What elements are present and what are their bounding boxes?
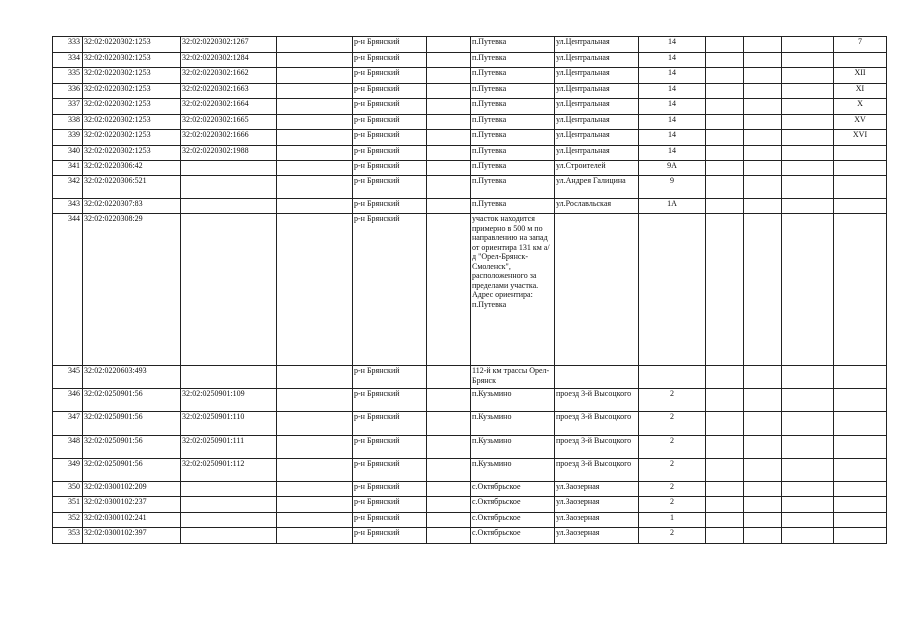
cell-locality: участок находится примерно в 500 м по направлению на запад от ориентира 131 км а/д "Орел-Брянск-Смоленск", расположенного за пределами участка. Адрес ориентира: п.Путевка (471, 214, 555, 366)
cell-blank2 (427, 436, 471, 459)
cell-note (834, 389, 887, 412)
cell-locality: п.Путевка (471, 115, 555, 130)
cell-blank2 (427, 130, 471, 146)
cell-street: ул.Центральная (555, 115, 639, 130)
cell-house: 2 (639, 412, 706, 436)
table-row (53, 513, 887, 528)
cell-house: 14 (639, 68, 706, 84)
cell-c12 (782, 146, 834, 161)
cell-blank (277, 459, 353, 482)
cell-blank (277, 214, 353, 366)
cell-n: 352 (53, 513, 83, 528)
cell-cad: 32:02:0220307:83 (83, 199, 181, 214)
cell-n: 333 (53, 37, 83, 53)
cell-locality: п.Путевка (471, 176, 555, 199)
cell-sub: 32:02:0220302:1662 (181, 68, 277, 84)
cell-blank2 (427, 412, 471, 436)
cell-cad: 32:02:0220308:29 (83, 214, 181, 366)
cell-c11 (744, 199, 782, 214)
cell-street (555, 214, 639, 366)
cell-blank (277, 513, 353, 528)
cell-house: 9 (639, 176, 706, 199)
cell-c11 (744, 146, 782, 161)
cell-c11 (744, 528, 782, 544)
cell-c10 (706, 412, 744, 436)
cell-blank (277, 130, 353, 146)
table-row (53, 389, 887, 412)
cell-district: р-н Брянский (353, 497, 427, 513)
cell-cad: 32:02:0220302:1253 (83, 146, 181, 161)
cell-c12 (782, 436, 834, 459)
cell-blank (277, 436, 353, 459)
cell-cad: 32:02:0250901:56 (83, 389, 181, 412)
cell-house: 2 (639, 497, 706, 513)
cell-note (834, 199, 887, 214)
cell-cad: 32:02:0250901:56 (83, 436, 181, 459)
cell-c10 (706, 68, 744, 84)
cell-district: р-н Брянский (353, 436, 427, 459)
cell-district: р-н Брянский (353, 389, 427, 412)
cell-c10 (706, 214, 744, 366)
cell-locality: п.Кузьмино (471, 412, 555, 436)
cell-district: р-н Брянский (353, 459, 427, 482)
cell-house: 14 (639, 115, 706, 130)
cell-locality: п.Кузьмино (471, 436, 555, 459)
cell-note: 7 (834, 37, 887, 53)
cell-sub (181, 366, 277, 389)
cell-street: ул.Заозерная (555, 482, 639, 497)
cell-house (639, 214, 706, 366)
cell-c11 (744, 53, 782, 68)
cell-locality: п.Путевка (471, 37, 555, 53)
table-row (53, 459, 887, 482)
cell-n: 351 (53, 497, 83, 513)
cell-c12 (782, 68, 834, 84)
cell-blank (277, 482, 353, 497)
cell-c11 (744, 37, 782, 53)
cell-district: р-н Брянский (353, 161, 427, 176)
cell-c12 (782, 84, 834, 99)
registry-table (52, 36, 887, 544)
cell-sub (181, 528, 277, 544)
cell-house: 2 (639, 528, 706, 544)
cell-c11 (744, 84, 782, 99)
cell-blank2 (427, 513, 471, 528)
cell-blank2 (427, 497, 471, 513)
cell-c10 (706, 389, 744, 412)
cell-district: р-н Брянский (353, 412, 427, 436)
table-row (53, 130, 887, 146)
cell-cad: 32:02:0300102:397 (83, 528, 181, 544)
cell-note (834, 513, 887, 528)
cell-street: проезд 3-й Высоцкого (555, 389, 639, 412)
cell-street: ул.Заозерная (555, 513, 639, 528)
cell-locality: п.Путевка (471, 53, 555, 68)
cell-street: ул.Строителей (555, 161, 639, 176)
cell-note (834, 459, 887, 482)
cell-c10 (706, 130, 744, 146)
cell-house: 14 (639, 53, 706, 68)
cell-locality: п.Путевка (471, 161, 555, 176)
cell-blank2 (427, 53, 471, 68)
cell-blank (277, 99, 353, 115)
table-row (53, 412, 887, 436)
cell-sub: 32:02:0220302:1664 (181, 99, 277, 115)
cell-house: 14 (639, 146, 706, 161)
cell-district: р-н Брянский (353, 214, 427, 366)
cell-c10 (706, 99, 744, 115)
cell-blank (277, 37, 353, 53)
cell-locality: п.Путевка (471, 146, 555, 161)
cell-c11 (744, 389, 782, 412)
cell-c10 (706, 53, 744, 68)
cell-c10 (706, 146, 744, 161)
table-row (53, 37, 887, 53)
cell-c11 (744, 436, 782, 459)
cell-street: ул.Андрея Галицина (555, 176, 639, 199)
cell-c11 (744, 482, 782, 497)
cell-house: 2 (639, 482, 706, 497)
cell-c12 (782, 482, 834, 497)
cell-sub (181, 199, 277, 214)
cell-blank2 (427, 214, 471, 366)
cell-sub (181, 161, 277, 176)
cell-c10 (706, 436, 744, 459)
cell-c12 (782, 176, 834, 199)
cell-sub (181, 214, 277, 366)
cell-cad: 32:02:0300102:209 (83, 482, 181, 497)
cell-blank2 (427, 146, 471, 161)
table-row (53, 366, 887, 389)
cell-c10 (706, 161, 744, 176)
cell-blank (277, 528, 353, 544)
cell-c12 (782, 497, 834, 513)
cell-c11 (744, 99, 782, 115)
cell-cad: 32:02:0220302:1253 (83, 37, 181, 53)
cell-cad: 32:02:0220302:1253 (83, 130, 181, 146)
cell-blank2 (427, 84, 471, 99)
cell-house: 2 (639, 436, 706, 459)
cell-n: 340 (53, 146, 83, 161)
cell-locality: с.Октябрьское (471, 482, 555, 497)
cell-cad: 32:02:0300102:241 (83, 513, 181, 528)
cell-locality: с.Октябрьское (471, 513, 555, 528)
cell-n: 342 (53, 176, 83, 199)
cell-locality: п.Путевка (471, 199, 555, 214)
cell-sub: 32:02:0250901:110 (181, 412, 277, 436)
cell-c11 (744, 513, 782, 528)
cell-house: 14 (639, 37, 706, 53)
cell-c10 (706, 176, 744, 199)
cell-locality: п.Путевка (471, 68, 555, 84)
cell-cad: 32:02:0250901:56 (83, 459, 181, 482)
cell-c10 (706, 497, 744, 513)
cell-district: р-н Брянский (353, 482, 427, 497)
cell-n: 338 (53, 115, 83, 130)
cell-locality: п.Путевка (471, 84, 555, 99)
cell-sub: 32:02:0220302:1267 (181, 37, 277, 53)
cell-c10 (706, 513, 744, 528)
cell-n: 350 (53, 482, 83, 497)
cell-blank2 (427, 37, 471, 53)
cell-cad: 32:02:0220306:521 (83, 176, 181, 199)
cell-note (834, 436, 887, 459)
table-row (53, 436, 887, 459)
cell-blank2 (427, 161, 471, 176)
cell-sub (181, 513, 277, 528)
cell-c11 (744, 497, 782, 513)
table-row (53, 199, 887, 214)
cell-district: р-н Брянский (353, 513, 427, 528)
cell-district: р-н Брянский (353, 176, 427, 199)
cell-locality: 112-й км трассы Орел-Брянск (471, 366, 555, 389)
cell-c12 (782, 528, 834, 544)
table-row (53, 161, 887, 176)
cell-blank (277, 161, 353, 176)
cell-blank (277, 412, 353, 436)
cell-blank (277, 115, 353, 130)
cell-blank2 (427, 68, 471, 84)
cell-c11 (744, 459, 782, 482)
cell-locality: с.Октябрьское (471, 528, 555, 544)
cell-n: 345 (53, 366, 83, 389)
cell-street (555, 366, 639, 389)
cell-c10 (706, 482, 744, 497)
cell-n: 339 (53, 130, 83, 146)
cell-house: 2 (639, 389, 706, 412)
cell-note (834, 146, 887, 161)
cell-street: ул.Заозерная (555, 528, 639, 544)
cell-cad: 32:02:0220302:1253 (83, 115, 181, 130)
cell-note (834, 53, 887, 68)
cell-note (834, 161, 887, 176)
cell-district: р-н Брянский (353, 115, 427, 130)
cell-c12 (782, 459, 834, 482)
cell-blank2 (427, 459, 471, 482)
cell-n: 344 (53, 214, 83, 366)
cell-c12 (782, 130, 834, 146)
cell-note (834, 497, 887, 513)
cell-c12 (782, 37, 834, 53)
cell-sub (181, 482, 277, 497)
cell-street: ул.Центральная (555, 53, 639, 68)
cell-street: ул.Центральная (555, 146, 639, 161)
cell-district: р-н Брянский (353, 84, 427, 99)
cell-district: р-н Брянский (353, 146, 427, 161)
cell-street: ул.Центральная (555, 99, 639, 115)
cell-c11 (744, 115, 782, 130)
cell-c12 (782, 389, 834, 412)
cell-sub: 32:02:0220302:1284 (181, 53, 277, 68)
cell-c10 (706, 528, 744, 544)
cell-district: р-н Брянский (353, 99, 427, 115)
table-row (53, 115, 887, 130)
cell-c11 (744, 214, 782, 366)
cell-district: р-н Брянский (353, 366, 427, 389)
cell-note: XV (834, 115, 887, 130)
cell-house: 14 (639, 130, 706, 146)
cell-locality: п.Кузьмино (471, 459, 555, 482)
cell-house: 9А (639, 161, 706, 176)
cell-blank2 (427, 99, 471, 115)
cell-blank (277, 199, 353, 214)
cell-sub: 32:02:0250901:109 (181, 389, 277, 412)
table-body (53, 37, 887, 544)
cell-n: 337 (53, 99, 83, 115)
cell-n: 349 (53, 459, 83, 482)
cell-sub (181, 497, 277, 513)
cell-note (834, 482, 887, 497)
cell-street: ул.Заозерная (555, 497, 639, 513)
cell-district: р-н Брянский (353, 199, 427, 214)
cell-blank (277, 366, 353, 389)
cell-sub: 32:02:0220302:1665 (181, 115, 277, 130)
cell-n: 335 (53, 68, 83, 84)
table-row (53, 497, 887, 513)
cell-c11 (744, 366, 782, 389)
cell-street: ул.Рославльская (555, 199, 639, 214)
cell-c12 (782, 115, 834, 130)
cell-note: X (834, 99, 887, 115)
table-row (53, 176, 887, 199)
cell-note: XVI (834, 130, 887, 146)
cell-c10 (706, 115, 744, 130)
cell-blank2 (427, 482, 471, 497)
table-row (53, 214, 887, 366)
cell-house: 14 (639, 84, 706, 99)
cell-c12 (782, 53, 834, 68)
cell-c11 (744, 130, 782, 146)
cell-cad: 32:02:0220306:42 (83, 161, 181, 176)
cell-c10 (706, 84, 744, 99)
cell-district: р-н Брянский (353, 130, 427, 146)
cell-note (834, 176, 887, 199)
cell-note (834, 366, 887, 389)
cell-street: ул.Центральная (555, 68, 639, 84)
cell-c12 (782, 99, 834, 115)
cell-sub: 32:02:0220302:1988 (181, 146, 277, 161)
cell-n: 347 (53, 412, 83, 436)
cell-blank (277, 53, 353, 68)
cell-note (834, 412, 887, 436)
cell-blank (277, 146, 353, 161)
cell-c11 (744, 161, 782, 176)
cell-n: 336 (53, 84, 83, 99)
cell-note: XII (834, 68, 887, 84)
cell-cad: 32:02:0220302:1253 (83, 53, 181, 68)
cell-street: проезд 3-й Высоцкого (555, 436, 639, 459)
cell-c11 (744, 68, 782, 84)
cell-cad: 32:02:0220302:1253 (83, 99, 181, 115)
cell-district: р-н Брянский (353, 53, 427, 68)
cell-note: XI (834, 84, 887, 99)
cell-cad: 32:02:0220603:493 (83, 366, 181, 389)
cell-n: 343 (53, 199, 83, 214)
cell-house: 1 (639, 513, 706, 528)
cell-note (834, 214, 887, 366)
cell-sub: 32:02:0220302:1666 (181, 130, 277, 146)
cell-blank (277, 389, 353, 412)
table-row (53, 68, 887, 84)
cell-c10 (706, 199, 744, 214)
cell-cad: 32:02:0220302:1253 (83, 68, 181, 84)
cell-blank2 (427, 366, 471, 389)
cell-district: р-н Брянский (353, 528, 427, 544)
table-row (53, 482, 887, 497)
cell-house: 2 (639, 459, 706, 482)
cell-locality: п.Путевка (471, 130, 555, 146)
cell-locality: п.Путевка (471, 99, 555, 115)
table-row (53, 99, 887, 115)
cell-house: 14 (639, 99, 706, 115)
cell-n: 341 (53, 161, 83, 176)
cell-house: 1А (639, 199, 706, 214)
cell-street: ул.Центральная (555, 84, 639, 99)
cell-c12 (782, 412, 834, 436)
cell-blank (277, 497, 353, 513)
cell-note (834, 528, 887, 544)
table-row (53, 53, 887, 68)
table-row (53, 528, 887, 544)
cell-cad: 32:02:0250901:56 (83, 412, 181, 436)
cell-c11 (744, 412, 782, 436)
cell-n: 346 (53, 389, 83, 412)
cell-c12 (782, 199, 834, 214)
cell-blank2 (427, 528, 471, 544)
cell-sub: 32:02:0250901:111 (181, 436, 277, 459)
cell-blank2 (427, 115, 471, 130)
cell-sub (181, 176, 277, 199)
cell-blank2 (427, 176, 471, 199)
cell-c12 (782, 513, 834, 528)
cell-n: 353 (53, 528, 83, 544)
cell-n: 334 (53, 53, 83, 68)
cell-n: 348 (53, 436, 83, 459)
cell-street: проезд 3-й Высоцкого (555, 459, 639, 482)
cell-house (639, 366, 706, 389)
cell-c12 (782, 366, 834, 389)
cell-c12 (782, 161, 834, 176)
cell-district: р-н Брянский (353, 68, 427, 84)
cell-c12 (782, 214, 834, 366)
cell-blank2 (427, 199, 471, 214)
cell-blank (277, 84, 353, 99)
cell-street: ул.Центральная (555, 37, 639, 53)
cell-district: р-н Брянский (353, 37, 427, 53)
cell-c10 (706, 366, 744, 389)
cell-c10 (706, 459, 744, 482)
cell-street: ул.Центральная (555, 130, 639, 146)
cell-locality: с.Октябрьское (471, 497, 555, 513)
table-row (53, 146, 887, 161)
cell-street: проезд 3-й Высоцкого (555, 412, 639, 436)
cell-c10 (706, 37, 744, 53)
cell-cad: 32:02:0220302:1253 (83, 84, 181, 99)
cell-c11 (744, 176, 782, 199)
cell-blank (277, 68, 353, 84)
cell-blank (277, 176, 353, 199)
cell-blank2 (427, 389, 471, 412)
cell-cad: 32:02:0300102:237 (83, 497, 181, 513)
cell-sub: 32:02:0220302:1663 (181, 84, 277, 99)
table-row (53, 84, 887, 99)
cell-sub: 32:02:0250901:112 (181, 459, 277, 482)
cell-locality: п.Кузьмино (471, 389, 555, 412)
